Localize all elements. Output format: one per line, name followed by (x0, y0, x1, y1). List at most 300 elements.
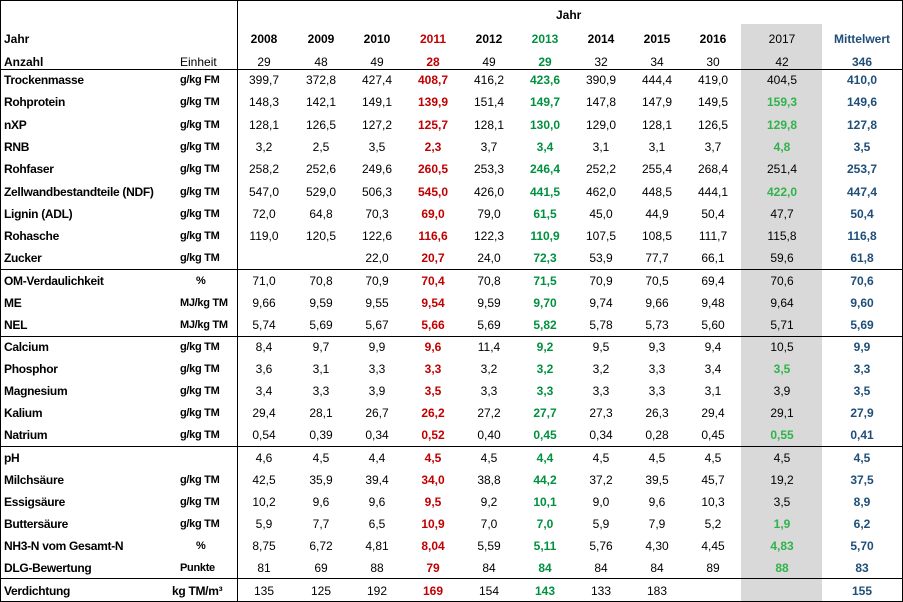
year-count-2010: 49 (370, 55, 384, 69)
row-label: Zellwandbestandteile (NDF) (4, 185, 154, 199)
table-cell: 47,7 (770, 207, 794, 221)
table-cell: 547,0 (248, 185, 280, 199)
row-label: Essigsäure (4, 495, 66, 509)
table-cell: 9,48 (701, 296, 725, 310)
row-unit: Punkte (180, 562, 215, 574)
table-cell: 423,6 (529, 73, 561, 87)
table-cell: 444,4 (641, 73, 673, 87)
row-unit: g/kg TM (180, 474, 220, 486)
year-count-2017: 42 (775, 55, 789, 69)
table-cell: 5,69 (850, 318, 874, 332)
table-cell: 0,34 (589, 428, 613, 442)
table-cell: 3,5 (853, 140, 871, 154)
year-header-2017: 2017 (768, 32, 796, 46)
table-cell: 3,1 (592, 140, 610, 154)
table-cell: 2,5 (312, 140, 330, 154)
table-cell: 81 (257, 561, 271, 575)
table-cell: 120,5 (305, 229, 337, 243)
table-cell: 110,9 (530, 229, 560, 243)
table-cell: 8,75 (252, 539, 276, 553)
table-cell: 9,64 (770, 296, 794, 310)
table-cell: 3,3 (368, 362, 386, 376)
table-cell: 3,9 (773, 384, 791, 398)
year-count-2012: 49 (482, 55, 496, 69)
table-cell: 9,4 (704, 340, 722, 354)
year-count-2016: 30 (706, 55, 720, 69)
table-cell: 26,3 (645, 406, 669, 420)
table-cell: 3,4 (536, 140, 554, 154)
table-cell: 4,5 (424, 451, 442, 465)
table-cell: 6,2 (853, 517, 871, 531)
table-cell: 9,59 (309, 296, 333, 310)
table-cell: 69,0 (421, 207, 445, 221)
table-cell: 7,9 (648, 517, 666, 531)
table-cell: 27,7 (533, 406, 557, 420)
year-header-2013: 2013 (531, 32, 559, 46)
row-label: Kalium (4, 406, 43, 420)
table-cell: 44,2 (533, 473, 557, 487)
row-label: Milchsäure (4, 473, 64, 487)
table-cell: 3,3 (480, 384, 498, 398)
table-cell: 27,9 (850, 406, 874, 420)
table-cell: 3,3 (536, 384, 554, 398)
year-header-2014: 2014 (587, 32, 615, 46)
table-cell: 151,4 (473, 95, 505, 109)
table-cell: 404,5 (766, 73, 798, 87)
table-cell: 70,8 (477, 274, 501, 288)
year-header-2010: 2010 (363, 32, 391, 46)
row-label: Trockenmasse (4, 73, 84, 87)
table-cell: 441,5 (529, 185, 561, 199)
table-cell: 11,4 (477, 340, 501, 354)
table-cell: 253,7 (846, 162, 878, 176)
table-cell: 5,66 (421, 318, 445, 332)
table-cell: 4,5 (853, 451, 871, 465)
year-header-2015: 2015 (643, 32, 671, 46)
table-cell: 116,6 (418, 229, 448, 243)
table-cell: 119,0 (249, 229, 279, 243)
table-cell: 4,5 (312, 451, 330, 465)
table-cell: 4,5 (480, 451, 498, 465)
table-cell: 9,66 (252, 296, 276, 310)
table-cell: 71,5 (533, 274, 557, 288)
table-cell: 69 (314, 561, 328, 575)
row-label: NH3-N vom Gesamt-N (4, 539, 124, 553)
table-cell: 3,2 (536, 362, 554, 376)
table-cell: 61,5 (533, 207, 557, 221)
table-cell: 125,7 (417, 118, 449, 132)
table-cell: 70,8 (309, 274, 333, 288)
table-cell: 5,69 (309, 318, 333, 332)
table-cell: 183 (646, 584, 668, 598)
table-cell: 3,3 (592, 384, 610, 398)
row-unit: g/kg TM (180, 230, 220, 242)
table-cell: 9,59 (477, 296, 501, 310)
table-cell: 427,4 (361, 73, 393, 87)
table-cell: 139,9 (417, 95, 449, 109)
table-cell: 29,1 (770, 406, 794, 420)
table-cell: 37,5 (850, 473, 874, 487)
table-cell: 64,8 (309, 207, 333, 221)
table-cell: 142,1 (305, 95, 337, 109)
table-cell: 70,3 (365, 207, 389, 221)
table-cell: 545,0 (417, 185, 449, 199)
year-count-2014: 32 (594, 55, 608, 69)
table-cell: 128,1 (641, 118, 673, 132)
table-cell: 9,6 (424, 340, 442, 354)
table-cell: 5,59 (477, 539, 501, 553)
row-label: Rohfaser (4, 162, 54, 176)
row-label: Lignin (ADL) (4, 207, 73, 221)
table-cell: 9,55 (365, 296, 389, 310)
row-label: DLG-Bewertung (4, 561, 92, 575)
table-cell: 5,82 (533, 318, 557, 332)
table-cell: 66,1 (701, 251, 725, 265)
row-unit: g/kg TM (180, 96, 220, 108)
table-cell: 84 (594, 561, 608, 575)
table-cell: 416,2 (473, 73, 505, 87)
table-cell: 3,5 (773, 495, 791, 509)
table-cell: 5,11 (533, 539, 557, 553)
table-cell: 3,3 (648, 384, 666, 398)
header-anzahl: Anzahl (4, 55, 44, 69)
table-cell: 0,39 (309, 428, 333, 442)
table-cell: 3,5 (368, 140, 386, 154)
table-cell: 50,4 (850, 207, 874, 221)
table-cell: 3,4 (255, 384, 273, 398)
table-cell: 9,54 (421, 296, 445, 310)
year-count-2009: 48 (314, 55, 328, 69)
table-cell: 10,5 (770, 340, 794, 354)
row-label: ME (4, 296, 22, 310)
table-cell: 128,1 (248, 118, 280, 132)
row-label: pH (4, 451, 20, 465)
table-cell: 44,9 (645, 207, 669, 221)
table-cell: 9,5 (592, 340, 610, 354)
table-cell: 444,1 (697, 185, 729, 199)
table-cell: 4,83 (770, 539, 794, 553)
table-cell: 7,7 (312, 517, 330, 531)
table-cell: 7,0 (536, 517, 554, 531)
table-cell: 28,1 (309, 406, 333, 420)
table-cell: 8,9 (853, 495, 871, 509)
table-cell: 127,2 (361, 118, 393, 132)
table-cell: 29,4 (252, 406, 276, 420)
table-cell: 39,4 (365, 473, 389, 487)
table-cell: 9,9 (853, 340, 871, 354)
table-cell: 5,69 (477, 318, 501, 332)
table-cell (754, 580, 810, 602)
table-cell: 9,7 (312, 340, 330, 354)
table-cell: 125 (310, 584, 332, 598)
table-cell: 408,7 (417, 73, 449, 87)
table-cell: 9,0 (592, 495, 610, 509)
table-cell: 5,74 (252, 318, 276, 332)
table-cell: 10,3 (701, 495, 725, 509)
table-cell: 10,9 (421, 517, 445, 531)
table-cell: 79,0 (477, 207, 501, 221)
table-cell: 246,4 (529, 162, 561, 176)
row-label: RNB (4, 140, 30, 154)
table-cell: 258,2 (248, 162, 280, 176)
table-cell: 3,3 (853, 362, 871, 376)
table-cell: 116,8 (847, 229, 877, 243)
table-cell: 3,1 (312, 362, 330, 376)
table-cell: 70,5 (645, 274, 669, 288)
table-cell: 155 (851, 584, 873, 598)
table-cell: 70,6 (850, 274, 874, 288)
year-header-2008: 2008 (250, 32, 278, 46)
table-cell: 29,4 (701, 406, 725, 420)
row-unit: g/kg TM (180, 252, 220, 264)
table-cell: 372,8 (305, 73, 337, 87)
table-cell: 9,70 (533, 296, 557, 310)
table-cell: 5,67 (365, 318, 389, 332)
table-cell: 5,76 (589, 539, 613, 553)
table-cell: 9,5 (424, 495, 442, 509)
table-cell: 143 (534, 584, 556, 598)
year-header-2009: 2009 (307, 32, 335, 46)
table-cell: 0,28 (645, 428, 669, 442)
table-cell: 0,40 (477, 428, 501, 442)
table-cell: 83 (855, 561, 869, 575)
row-unit: g/kg TM (180, 518, 220, 530)
table-cell: 426,0 (473, 185, 505, 199)
table-cell: 4,45 (701, 539, 725, 553)
table-cell: 133 (590, 584, 612, 598)
table-cell: 5,9 (255, 517, 273, 531)
table-cell: 69,4 (701, 274, 725, 288)
table-cell: 42,5 (252, 473, 276, 487)
table-cell: 127,8 (846, 118, 878, 132)
year-count-2011: 28 (426, 55, 440, 69)
row-unit: g/kg TM (180, 341, 220, 353)
table-cell: 6,72 (309, 539, 333, 553)
row-label: NEL (4, 318, 28, 332)
table-cell: 70,9 (365, 274, 389, 288)
table-cell: 6,5 (368, 517, 386, 531)
table-cell: 252,2 (585, 162, 617, 176)
table-cell: 20,7 (421, 251, 445, 265)
table-cell: 410,0 (846, 73, 878, 87)
table-cell: 5,60 (701, 318, 725, 332)
table-cell: 5,70 (850, 539, 874, 553)
table-cell: 3,3 (312, 384, 330, 398)
row-unit: g/kg TM (180, 119, 220, 131)
table-cell: 0,34 (365, 428, 389, 442)
table-cell: 45,0 (589, 207, 613, 221)
row-unit (180, 447, 240, 469)
table-cell: 129,0 (585, 118, 617, 132)
row-unit: g/kg FM (180, 74, 220, 86)
table-cell: 448,5 (641, 185, 673, 199)
table-cell: 147,9 (641, 95, 673, 109)
table-cell: 5,71 (770, 318, 794, 332)
row-unit: g/kg TM (180, 141, 220, 153)
header-jahr-left: Jahr (4, 32, 30, 46)
table-cell: 419,0 (697, 73, 729, 87)
table-cell: 70,9 (589, 274, 613, 288)
row-label: Calcium (4, 340, 49, 354)
table-cell: 9,2 (536, 340, 554, 354)
row-unit: kg TM/m³ (172, 584, 223, 598)
row-label: OM-Verdaulichkeit (4, 274, 104, 288)
table-cell: 3,6 (255, 362, 273, 376)
table-cell: 126,5 (305, 118, 337, 132)
table-cell: 77,7 (645, 251, 669, 265)
table-cell: 506,3 (361, 185, 393, 199)
table-cell: 128,1 (473, 118, 505, 132)
table-cell: 0,45 (533, 428, 557, 442)
table-cell: 252,6 (305, 162, 337, 176)
table-cell: 149,6 (846, 95, 878, 109)
table-cell: 26,2 (421, 406, 445, 420)
table-cell: 61,8 (850, 251, 874, 265)
table-cell: 8,04 (421, 539, 445, 553)
table-cell: 84 (482, 561, 496, 575)
table-cell: 3,7 (704, 140, 722, 154)
table-cell: 5,2 (704, 517, 722, 531)
year-count-mittelwert: 346 (851, 55, 873, 69)
table-cell: 147,8 (585, 95, 617, 109)
table-cell: 3,1 (648, 140, 666, 154)
table-cell: 39,5 (645, 473, 669, 487)
row-label: Buttersäure (4, 517, 69, 531)
table-cell: 70,4 (421, 274, 445, 288)
table-cell: 70,6 (770, 274, 794, 288)
table-cell: 72,3 (533, 251, 557, 265)
table-cell: 107,5 (585, 229, 617, 243)
table-cell: 122,3 (473, 229, 505, 243)
table-cell: 3,7 (480, 140, 498, 154)
table-cell: 529,0 (305, 185, 337, 199)
row-label: nXP (4, 118, 27, 132)
table-cell: 27,3 (589, 406, 613, 420)
table-cell: 260,5 (417, 162, 449, 176)
table-cell: 0,52 (421, 428, 445, 442)
table-cell: 9,6 (312, 495, 330, 509)
table-cell: 19,2 (770, 473, 794, 487)
table-cell: 4,4 (368, 451, 386, 465)
table-cell: 169 (422, 584, 444, 598)
row-label: Natrium (4, 428, 48, 442)
row-unit: % (196, 540, 206, 552)
table-cell: 3,1 (704, 384, 722, 398)
table-cell: 27,2 (477, 406, 501, 420)
row-unit: % (196, 275, 206, 287)
table-cell: 0,54 (252, 428, 276, 442)
row-unit: MJ/kg TM (180, 297, 228, 309)
row-label: Verdichtung (4, 584, 71, 598)
table-cell: 35,9 (309, 473, 333, 487)
year-header-2011: 2011 (419, 32, 447, 46)
row-unit: g/kg TM (180, 163, 220, 175)
table-cell: 3,3 (424, 362, 442, 376)
year-header-2012: 2012 (475, 32, 503, 46)
table-cell: 4,5 (592, 451, 610, 465)
table-cell: 9,6 (648, 495, 666, 509)
row-unit: g/kg TM (180, 208, 220, 220)
table-cell: 9,2 (480, 495, 498, 509)
table-cell: 79 (426, 561, 440, 575)
row-label: Phosphor (4, 362, 58, 376)
table-cell: 3,5 (424, 384, 442, 398)
table-cell: 111,7 (698, 229, 728, 243)
table-cell: 37,2 (589, 473, 613, 487)
table-cell: 72,0 (252, 207, 276, 221)
row-unit: g/kg TM (180, 385, 220, 397)
table-cell: 192 (366, 584, 388, 598)
table-cell: 149,5 (697, 95, 729, 109)
table-cell: 38,8 (477, 473, 501, 487)
table-cell: 84 (538, 561, 552, 575)
table-cell: 268,4 (697, 162, 729, 176)
table-cell (685, 580, 741, 602)
table-cell: 5,78 (589, 318, 613, 332)
table-cell: 3,2 (480, 362, 498, 376)
table-cell: 122,6 (361, 229, 393, 243)
table-cell: 8,4 (255, 340, 273, 354)
table-cell: 3,2 (592, 362, 610, 376)
table-cell: 53,9 (589, 251, 613, 265)
table-cell: 10,1 (533, 495, 557, 509)
table-cell: 4,6 (255, 451, 273, 465)
table-cell: 2,3 (424, 140, 442, 154)
table-cell: 4,81 (365, 539, 389, 553)
table-cell: 10,2 (252, 495, 276, 509)
table-cell: 129,8 (766, 118, 798, 132)
table-cell: 84 (650, 561, 664, 575)
table-cell: 390,9 (585, 73, 617, 87)
table-cell: 159,3 (766, 95, 798, 109)
row-label: Rohprotein (4, 95, 65, 109)
table-cell: 447,4 (846, 185, 878, 199)
table-cell: 9,60 (850, 296, 874, 310)
table-cell: 3,9 (368, 384, 386, 398)
table-cell: 255,4 (641, 162, 673, 176)
year-count-2015: 34 (650, 55, 664, 69)
table-cell: 9,6 (368, 495, 386, 509)
row-unit: g/kg TM (180, 363, 220, 375)
year-count-2013: 29 (538, 55, 552, 69)
table-cell: 0,55 (770, 428, 794, 442)
row-unit: g/kg TM (180, 186, 220, 198)
table-cell: 24,0 (477, 251, 501, 265)
row-label: Zucker (4, 251, 42, 265)
table-cell: 9,3 (648, 340, 666, 354)
year-count-2008: 29 (257, 55, 271, 69)
table-cell: 135 (253, 584, 275, 598)
table-cell: 399,7 (248, 73, 280, 87)
table-cell: 9,74 (589, 296, 613, 310)
table-cell: 4,30 (645, 539, 669, 553)
table-cell: 149,7 (529, 95, 561, 109)
table-cell: 154 (478, 584, 500, 598)
table-cell: 1,9 (773, 517, 791, 531)
row-unit: g/kg TM (180, 429, 220, 441)
table-cell: 251,4 (766, 162, 798, 176)
table-cell: 0,45 (701, 428, 725, 442)
table-cell: 9,66 (645, 296, 669, 310)
table-cell: 148,3 (248, 95, 280, 109)
table-cell: 89 (706, 561, 720, 575)
table-cell: 126,5 (697, 118, 729, 132)
table-cell: 4,8 (773, 140, 791, 154)
row-label: Rohasche (4, 229, 59, 243)
header-jahr-top: Jahr (556, 8, 582, 22)
table-cell: 130,0 (529, 118, 561, 132)
grid-vline (0, 0, 1, 602)
